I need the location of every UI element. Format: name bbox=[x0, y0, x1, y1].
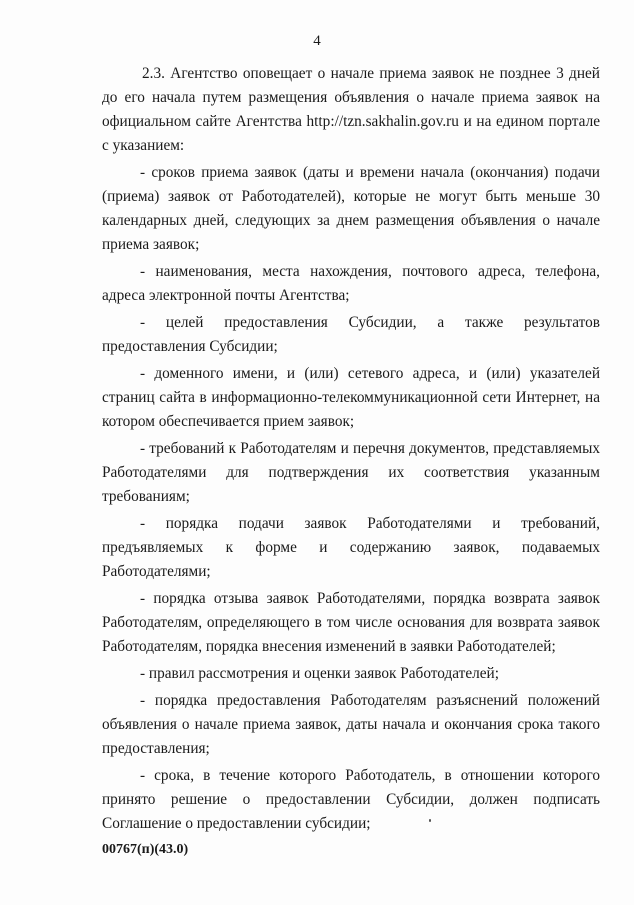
scan-speck bbox=[429, 819, 431, 822]
list-item-employer-requirements: - требований к Работодателям и перечня документов, представляемых Работодателями для подтверждения их соответствия указанным требованиям; bbox=[102, 440, 600, 505]
document-code: 00767(п)(43.0) bbox=[102, 842, 189, 857]
paragraph-announcement: 2.3. Агентство оповещает о начале приема заявок не позднее 3 дней до его начала путем размещения объявления о начале приема заявок на официальном сайте Агентства http://tzn.sakhalin.gov.ru и на едином портале с указанием: bbox=[102, 65, 600, 154]
document-body bbox=[102, 62, 600, 839]
list-item-domain-name: - доменного имени, и (или) сетевого адреса, и (или) указателей страниц сайта в информационно-телекоммуникационной сети Интернет, на котором обеспечивается прием заявок; bbox=[102, 365, 600, 430]
list-item-review-rules: - правил рассмотрения и оценки заявок Работодателей; bbox=[140, 665, 499, 682]
list-item-clarifications: - порядка предоставления Работодателям разъяснений положений объявления о начале приема заявок, даты начала и окончания срока такого предоставления; bbox=[102, 692, 600, 757]
list-item-agency-contacts: - наименования, места нахождения, почтового адреса, телефона, адреса электронной почты Агентства; bbox=[102, 263, 600, 304]
list-item-subsidy-goals: - целей предоставления Субсидии, а также результатов предоставления Субсидии; bbox=[102, 314, 600, 355]
list-item-deadlines: - сроков приема заявок (даты и времени начала (окончания) подачи (приема) заявок от Работодателей), которые не могут быть меньше 30 календарных дней, следующих за днем размещения объявления о начале приема заявок; bbox=[102, 164, 600, 253]
page-number: 4 bbox=[313, 33, 321, 49]
list-item-signing-deadline: - срока, в течение которого Работодатель, в отношении которого принято решение о предоставлении Субсидии, должен подписать Соглашение о предоставлении субсидии; bbox=[102, 767, 600, 832]
list-item-submission-procedure: - порядка подачи заявок Работодателями и требований, предъявляемых к форме и содержанию заявок, подаваемых Работодателями; bbox=[102, 515, 600, 580]
list-item-withdrawal-procedure: - порядка отзыва заявок Работодателями, порядка возврата заявок Работодателям, определяющего в том числе основания для возврата заявок Работодателям, порядка внесения изменений в заявки Работодателей; bbox=[102, 590, 600, 655]
